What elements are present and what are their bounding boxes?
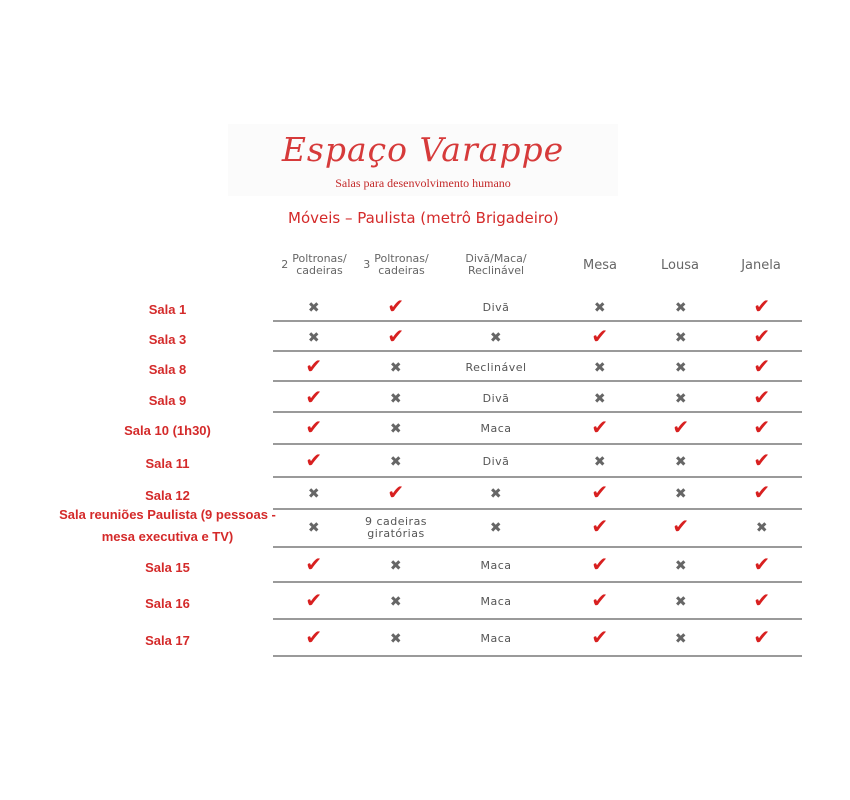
cross-icon: ✖ — [307, 330, 321, 346]
cross-icon: ✖ — [389, 391, 403, 407]
header-3-poltronas: 3 Poltronas/ cadeiras — [363, 252, 429, 277]
check-icon: ✔ — [305, 588, 323, 612]
cross-icon: ✖ — [674, 391, 688, 407]
cell-text: Reclinável — [465, 361, 527, 374]
row-label: Sala 3 — [148, 332, 187, 347]
cross-icon: ✖ — [593, 300, 607, 316]
cell-text: Maca — [480, 595, 512, 608]
row-label: Sala reuniões Paulista (9 pessoas - mesa executiva e TV) — [59, 507, 276, 544]
row-divider — [273, 411, 802, 413]
cross-icon: ✖ — [674, 360, 688, 376]
row-divider — [273, 350, 802, 352]
check-icon: ✔ — [591, 415, 609, 439]
row-label: Sala 11 — [145, 456, 190, 471]
row-label: Sala 12 — [145, 488, 190, 503]
check-icon: ✔ — [753, 385, 771, 409]
header-diva-maca: Divã/Maca/ Reclinável — [465, 252, 527, 277]
row-divider — [273, 320, 802, 322]
row-divider — [273, 618, 802, 620]
cross-icon: ✖ — [489, 330, 503, 346]
row-divider — [273, 443, 802, 445]
cell-text: Maca — [480, 632, 512, 645]
cross-icon: ✖ — [389, 454, 403, 470]
row-label: Sala 17 — [145, 633, 190, 648]
cell-text: Divã — [482, 455, 510, 468]
cross-icon: ✖ — [489, 486, 503, 502]
cross-icon: ✖ — [674, 486, 688, 502]
check-icon: ✔ — [591, 480, 609, 504]
check-icon: ✔ — [753, 294, 771, 318]
header-lousa: Lousa — [661, 257, 699, 273]
cross-icon: ✖ — [307, 300, 321, 316]
cross-icon: ✖ — [755, 520, 769, 536]
cross-icon: ✖ — [389, 558, 403, 574]
cross-icon: ✖ — [593, 360, 607, 376]
cross-icon: ✖ — [674, 558, 688, 574]
check-icon: ✔ — [305, 385, 323, 409]
row-label: Sala 16 — [145, 596, 190, 611]
check-icon: ✔ — [672, 415, 690, 439]
check-icon: ✔ — [305, 552, 323, 576]
check-icon: ✔ — [305, 625, 323, 649]
logo — [228, 124, 618, 196]
cross-icon: ✖ — [674, 330, 688, 346]
check-icon: ✔ — [672, 514, 690, 538]
check-icon: ✔ — [305, 415, 323, 439]
page-subtitle: Móveis – Paulista (metrô Brigadeiro) — [288, 209, 559, 227]
row-label: Sala 1 — [148, 302, 187, 317]
check-icon: ✔ — [591, 552, 609, 576]
cross-icon: ✖ — [389, 631, 403, 647]
logo-title: Espaço Varappe — [281, 130, 565, 169]
cross-icon: ✖ — [593, 391, 607, 407]
check-icon: ✔ — [591, 588, 609, 612]
check-icon: ✔ — [753, 588, 771, 612]
cross-icon: ✖ — [389, 360, 403, 376]
check-icon: ✔ — [753, 552, 771, 576]
check-icon: ✔ — [753, 625, 771, 649]
check-icon: ✔ — [753, 415, 771, 439]
cross-icon: ✖ — [674, 300, 688, 316]
cross-icon: ✖ — [489, 520, 503, 536]
check-icon: ✔ — [305, 354, 323, 378]
check-icon: ✔ — [591, 514, 609, 538]
cell-text: 9 cadeiras giratórias — [364, 515, 428, 540]
check-icon: ✔ — [387, 480, 405, 504]
header-janela: Janela — [741, 257, 781, 273]
check-icon: ✔ — [753, 324, 771, 348]
check-icon: ✔ — [753, 448, 771, 472]
cross-icon: ✖ — [307, 486, 321, 502]
row-label: Sala 15 — [145, 560, 190, 575]
row-divider — [273, 476, 802, 478]
check-icon: ✔ — [753, 354, 771, 378]
cell-text: Maca — [480, 559, 512, 572]
row-divider — [273, 380, 802, 382]
row-label: Sala 8 — [148, 362, 187, 377]
row-label: Sala 9 — [148, 393, 187, 408]
cell-text: Maca — [480, 422, 512, 435]
cell-text: Divã — [482, 392, 510, 405]
header-2-poltronas: 2 Poltronas/ cadeiras — [281, 252, 347, 277]
row-divider — [273, 546, 802, 548]
cross-icon: ✖ — [389, 594, 403, 610]
header-mesa: Mesa — [583, 257, 617, 273]
check-icon: ✔ — [753, 480, 771, 504]
row-divider — [273, 655, 802, 657]
cross-icon: ✖ — [674, 454, 688, 470]
cross-icon: ✖ — [593, 454, 607, 470]
cross-icon: ✖ — [389, 421, 403, 437]
row-divider — [273, 581, 802, 583]
check-icon: ✔ — [387, 294, 405, 318]
cross-icon: ✖ — [307, 520, 321, 536]
row-divider — [273, 508, 802, 510]
check-icon: ✔ — [591, 625, 609, 649]
row-label: Sala 10 (1h30) — [124, 423, 211, 438]
cross-icon: ✖ — [674, 631, 688, 647]
cross-icon: ✖ — [674, 594, 688, 610]
cell-text: Divã — [482, 301, 510, 314]
check-icon: ✔ — [305, 448, 323, 472]
logo-subtitle: Salas para desenvolvimento humano — [335, 176, 511, 190]
check-icon: ✔ — [591, 324, 609, 348]
check-icon: ✔ — [387, 324, 405, 348]
